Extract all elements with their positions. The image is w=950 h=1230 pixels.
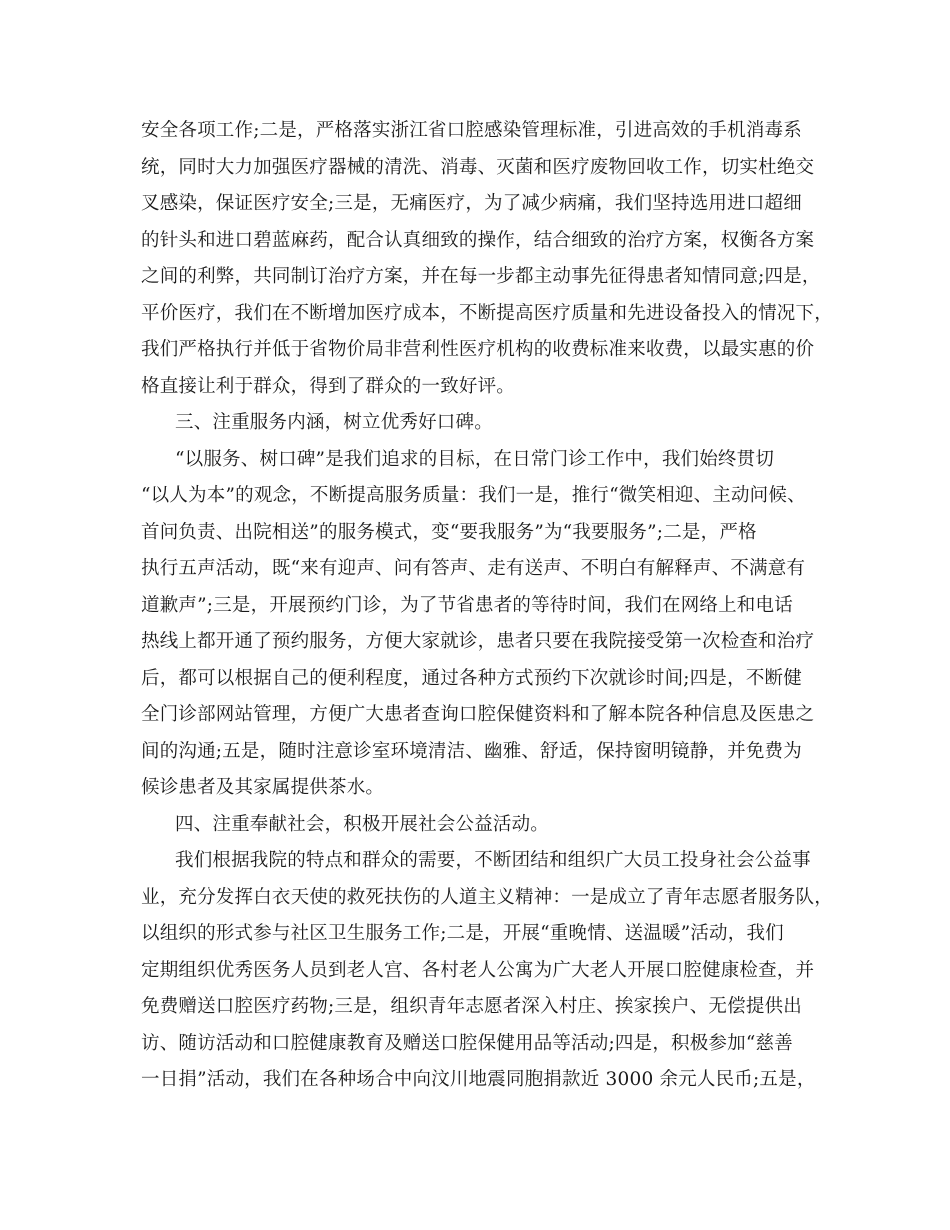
text-line: 首问负责、出院相送”的服务模式，变“要我服务”为“我要服务”;二是，严格	[141, 521, 757, 543]
text-line: 后，都可以根据自己的便利程度，通过各种方式预约下次就诊时间;四是，不断健	[141, 667, 802, 689]
text-line: 之间的利弊，共同制订治疗方案，并在每一步都主动事先征得患者知情同意;四是，	[141, 266, 821, 287]
text-line: 平价医疗，我们在不断增加医疗成本，不断提高医疗质量和先进设备投入的情况下，	[141, 302, 833, 324]
text-line: 访、随访活动和口腔健康教育及赠送口腔保健用品等活动;四是，积极参加“慈善	[141, 1032, 793, 1054]
text-line: 执行五声活动，既“来有迎声、问有答声、走有送声、不明白有解释声、不满意有	[141, 558, 806, 579]
text-line: 以组织的形式参与社区卫生服务工作;二是，开展“重晚情、送温暖”活动，我们	[141, 923, 784, 944]
text-line: “以人为本”的观念，不断提高服务质量：我们一是，推行“微笑相迎、主动问候、	[141, 485, 806, 506]
text-line: 候诊患者及其家属提供茶水。	[141, 777, 385, 798]
text-line: 一日捐”活动，我们在各种场合中向汶川地震同胞捐款近 3000 余元人民币;五是，	[141, 1069, 816, 1090]
text-line: “以服务、树口碑”是我们追求的目标，在日常门诊工作中，我们始终贯切	[175, 448, 775, 470]
text-line: 业，充分发挥白衣天使的救死扶伤的人道主义精神：一是成立了青年志愿者服务队，	[141, 886, 833, 908]
text-line: 统，同时大力加强医疗器械的清洗、消毒、灭菌和医疗废物回收工作，切实杜绝交	[141, 156, 815, 178]
text-line: 安全各项工作;二是，严格落实浙江省口腔感染管理标准，引进高效的手机消毒系	[141, 120, 802, 141]
text-line: 叉感染，保证医疗安全;三是，无痛医疗，为了减少病痛，我们坚持选用进口超细	[141, 193, 802, 214]
text-line: 我们根据我院的特点和群众的需要，不断团结和组织广大员工投身社会公益事	[175, 850, 811, 871]
document-body	[141, 113, 833, 1099]
text-line: 定期组织优秀医务人员到老人宫、各村老人公寓为广大老人开展口腔健康检查，并	[141, 959, 815, 981]
text-line: 道歉声”;三是，开展预约门诊，为了节省患者的等待时间，我们在网络上和电话	[141, 594, 793, 616]
text-line: 我们严格执行并低于省物价局非营利性医疗机构的收费标准来收费，以最实惠的价	[141, 339, 815, 360]
text-line: 热线上都开通了预约服务，方便大家就诊，患者只要在我院接受第一次检查和治疗	[141, 631, 815, 652]
text-line: 四、注重奉献社会，积极开展社会公益活动。	[175, 813, 550, 835]
text-line: 免费赠送口腔医疗药物;三是，组织青年志愿者深入村庄、挨家挨户、无偿提供出	[141, 996, 802, 1017]
text-line: 三、注重服务内涵，树立优秀好口碑。	[175, 412, 493, 433]
text-line: 全门诊部网站管理，方便广大患者查询口腔保健资料和了解本院各种信息及医患之	[141, 704, 815, 725]
text-line: 的针头和进口碧蓝麻药，配合认真细致的操作，结合细致的治疗方案，权衡各方案	[141, 229, 815, 251]
text-line: 格直接让利于群众，得到了群众的一致好评。	[141, 375, 516, 397]
text-line: 间的沟通;五是，随时注意诊室环境清洁、幽雅、舒适，保持窗明镜静，并免费为	[141, 740, 802, 762]
